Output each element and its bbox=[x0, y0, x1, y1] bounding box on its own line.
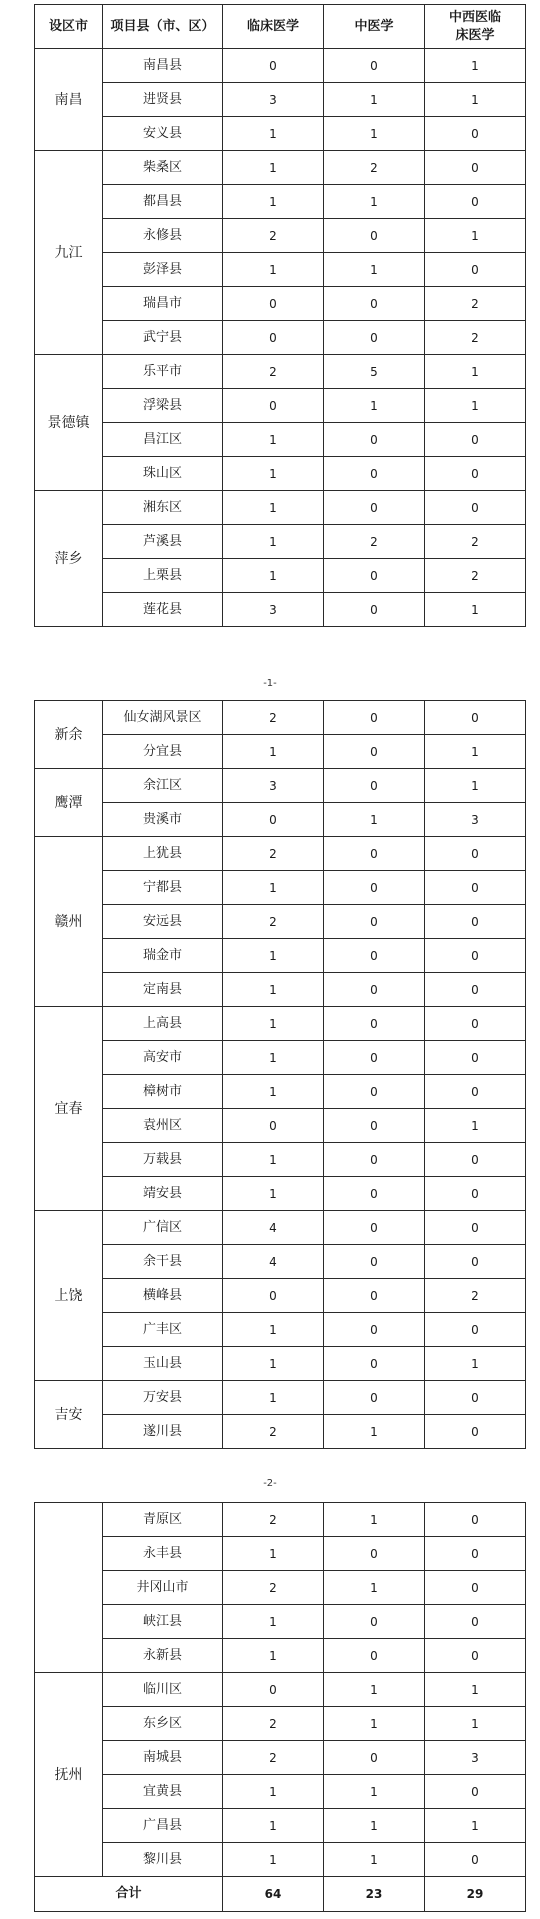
table-row bbox=[35, 1211, 526, 1245]
tcm-cell: 1 bbox=[324, 1415, 425, 1449]
county-cell: 万载县 bbox=[103, 1143, 223, 1177]
page-number-1: -1- bbox=[263, 678, 277, 689]
integrated-cell: 0 bbox=[425, 1143, 526, 1177]
clinical-cell: 1 bbox=[223, 559, 324, 593]
tcm-cell: 0 bbox=[324, 735, 425, 769]
clinical-cell: 1 bbox=[223, 253, 324, 287]
tcm-cell: 0 bbox=[324, 939, 425, 973]
clinical-cell: 1 bbox=[223, 423, 324, 457]
county-cell: 武宁县 bbox=[103, 321, 223, 355]
tcm-cell: 1 bbox=[324, 1707, 425, 1741]
tcm-cell: 1 bbox=[324, 1571, 425, 1605]
table-page-1 bbox=[34, 4, 525, 627]
clinical-cell: 1 bbox=[223, 871, 324, 905]
integrated-cell: 1 bbox=[425, 769, 526, 803]
tcm-cell: 1 bbox=[324, 1775, 425, 1809]
table-row bbox=[35, 185, 526, 219]
tcm-cell: 0 bbox=[324, 1537, 425, 1571]
quota-table-part-1 bbox=[34, 4, 526, 627]
county-cell: 仙女湖风景区 bbox=[103, 701, 223, 735]
tcm-cell: 0 bbox=[324, 1639, 425, 1673]
county-cell: 余干县 bbox=[103, 1245, 223, 1279]
integrated-cell: 0 bbox=[425, 1007, 526, 1041]
clinical-cell: 1 bbox=[223, 491, 324, 525]
integrated-cell: 2 bbox=[425, 525, 526, 559]
header-clinical: 临床医学 bbox=[223, 5, 324, 49]
county-cell: 靖安县 bbox=[103, 1177, 223, 1211]
integrated-cell: 0 bbox=[425, 973, 526, 1007]
table-row bbox=[35, 939, 526, 973]
table-row bbox=[35, 1177, 526, 1211]
header-integrated bbox=[425, 5, 526, 49]
tcm-cell: 0 bbox=[324, 1245, 425, 1279]
city-cell: 鹰潭 bbox=[35, 769, 103, 837]
table-row bbox=[35, 1537, 526, 1571]
clinical-cell: 1 bbox=[223, 1775, 324, 1809]
integrated-cell: 3 bbox=[425, 803, 526, 837]
tcm-cell: 1 bbox=[324, 185, 425, 219]
clinical-cell: 1 bbox=[223, 1007, 324, 1041]
tcm-cell: 0 bbox=[324, 1143, 425, 1177]
county-cell: 广信区 bbox=[103, 1211, 223, 1245]
county-cell: 上犹县 bbox=[103, 837, 223, 871]
tcm-cell: 0 bbox=[324, 1347, 425, 1381]
clinical-cell: 4 bbox=[223, 1211, 324, 1245]
city-cell: 上饶 bbox=[35, 1211, 103, 1381]
table-row bbox=[35, 1245, 526, 1279]
tcm-cell: 0 bbox=[324, 457, 425, 491]
integrated-cell: 1 bbox=[425, 355, 526, 389]
tcm-cell: 0 bbox=[324, 837, 425, 871]
table-row bbox=[35, 1143, 526, 1177]
table-row bbox=[35, 1041, 526, 1075]
tcm-cell: 0 bbox=[324, 1279, 425, 1313]
county-cell: 东乡区 bbox=[103, 1707, 223, 1741]
clinical-cell: 1 bbox=[223, 1313, 324, 1347]
table-row bbox=[35, 1809, 526, 1843]
table-row bbox=[35, 1741, 526, 1775]
clinical-cell: 2 bbox=[223, 1415, 324, 1449]
tcm-cell: 0 bbox=[324, 1605, 425, 1639]
table-row bbox=[35, 837, 526, 871]
county-cell: 柴桑区 bbox=[103, 151, 223, 185]
county-cell: 乐平市 bbox=[103, 355, 223, 389]
header-city: 设区市 bbox=[35, 5, 103, 49]
tcm-cell: 1 bbox=[324, 1809, 425, 1843]
total-clinical: 64 bbox=[223, 1877, 324, 1912]
clinical-cell: 1 bbox=[223, 1075, 324, 1109]
clinical-cell: 1 bbox=[223, 525, 324, 559]
table-row bbox=[35, 1605, 526, 1639]
clinical-cell: 1 bbox=[223, 117, 324, 151]
page-number-2: -2- bbox=[263, 1478, 277, 1489]
integrated-cell: 1 bbox=[425, 83, 526, 117]
clinical-cell: 0 bbox=[223, 1279, 324, 1313]
county-cell: 安义县 bbox=[103, 117, 223, 151]
total-tcm: 23 bbox=[324, 1877, 425, 1912]
table-row bbox=[35, 389, 526, 423]
county-cell: 珠山区 bbox=[103, 457, 223, 491]
integrated-cell: 0 bbox=[425, 151, 526, 185]
city-cell: 吉安 bbox=[35, 1381, 103, 1449]
county-cell: 都昌县 bbox=[103, 185, 223, 219]
county-cell: 彭泽县 bbox=[103, 253, 223, 287]
clinical-cell: 0 bbox=[223, 389, 324, 423]
county-cell: 瑞昌市 bbox=[103, 287, 223, 321]
city-cell: 萍乡 bbox=[35, 491, 103, 627]
county-cell: 贵溪市 bbox=[103, 803, 223, 837]
tcm-cell: 0 bbox=[324, 1007, 425, 1041]
total-row bbox=[35, 1877, 526, 1912]
clinical-cell: 0 bbox=[223, 49, 324, 83]
table-row bbox=[35, 321, 526, 355]
tcm-cell: 0 bbox=[324, 1211, 425, 1245]
tcm-cell: 1 bbox=[324, 1503, 425, 1537]
integrated-cell: 1 bbox=[425, 1707, 526, 1741]
clinical-cell: 1 bbox=[223, 973, 324, 1007]
quota-table-part-2 bbox=[34, 700, 526, 1449]
clinical-cell: 1 bbox=[223, 1381, 324, 1415]
total-label: 合计 bbox=[35, 1877, 223, 1912]
county-cell: 永丰县 bbox=[103, 1537, 223, 1571]
integrated-cell: 0 bbox=[425, 701, 526, 735]
tcm-cell: 1 bbox=[324, 389, 425, 423]
clinical-cell: 3 bbox=[223, 83, 324, 117]
table-row bbox=[35, 1843, 526, 1877]
county-cell: 万安县 bbox=[103, 1381, 223, 1415]
integrated-cell: 1 bbox=[425, 219, 526, 253]
clinical-cell: 1 bbox=[223, 1605, 324, 1639]
tcm-cell: 0 bbox=[324, 219, 425, 253]
table-body bbox=[35, 1503, 526, 1877]
tcm-cell: 1 bbox=[324, 253, 425, 287]
table-row bbox=[35, 871, 526, 905]
county-cell: 进贤县 bbox=[103, 83, 223, 117]
clinical-cell: 1 bbox=[223, 1143, 324, 1177]
table-row bbox=[35, 701, 526, 735]
table-row bbox=[35, 1109, 526, 1143]
clinical-cell: 1 bbox=[223, 1809, 324, 1843]
integrated-cell: 0 bbox=[425, 1503, 526, 1537]
integrated-cell: 0 bbox=[425, 905, 526, 939]
header-integrated-text: 中西医临床医学 bbox=[448, 9, 501, 43]
integrated-cell: 0 bbox=[425, 1843, 526, 1877]
integrated-cell: 0 bbox=[425, 939, 526, 973]
county-cell: 宜黄县 bbox=[103, 1775, 223, 1809]
table-row bbox=[35, 1007, 526, 1041]
table-row bbox=[35, 83, 526, 117]
clinical-cell: 1 bbox=[223, 1347, 324, 1381]
county-cell: 永新县 bbox=[103, 1639, 223, 1673]
table-row bbox=[35, 559, 526, 593]
integrated-cell: 3 bbox=[425, 1741, 526, 1775]
clinical-cell: 4 bbox=[223, 1245, 324, 1279]
county-cell: 遂川县 bbox=[103, 1415, 223, 1449]
integrated-cell: 2 bbox=[425, 287, 526, 321]
header-county: 项目县（市、区） bbox=[103, 5, 223, 49]
tcm-cell: 0 bbox=[324, 1075, 425, 1109]
county-cell: 高安市 bbox=[103, 1041, 223, 1075]
integrated-cell: 0 bbox=[425, 185, 526, 219]
integrated-cell: 0 bbox=[425, 1639, 526, 1673]
clinical-cell: 1 bbox=[223, 939, 324, 973]
city-cell: 抚州 bbox=[35, 1673, 103, 1877]
table-row bbox=[35, 973, 526, 1007]
county-cell: 宁都县 bbox=[103, 871, 223, 905]
county-cell: 安远县 bbox=[103, 905, 223, 939]
table-row bbox=[35, 735, 526, 769]
table-row bbox=[35, 49, 526, 83]
tcm-cell: 0 bbox=[324, 1109, 425, 1143]
integrated-cell: 0 bbox=[425, 457, 526, 491]
table-row bbox=[35, 905, 526, 939]
tcm-cell: 0 bbox=[324, 871, 425, 905]
tcm-cell: 0 bbox=[324, 1381, 425, 1415]
city-cell bbox=[35, 1503, 103, 1673]
integrated-cell: 1 bbox=[425, 1109, 526, 1143]
county-cell: 浮梁县 bbox=[103, 389, 223, 423]
county-cell: 玉山县 bbox=[103, 1347, 223, 1381]
tcm-cell: 2 bbox=[324, 525, 425, 559]
tcm-cell: 0 bbox=[324, 49, 425, 83]
table-row bbox=[35, 1415, 526, 1449]
integrated-cell: 0 bbox=[425, 117, 526, 151]
table-page-2 bbox=[34, 700, 525, 1449]
table-row bbox=[35, 219, 526, 253]
city-cell: 赣州 bbox=[35, 837, 103, 1007]
tcm-cell: 0 bbox=[324, 1741, 425, 1775]
integrated-cell: 0 bbox=[425, 1177, 526, 1211]
table-body bbox=[35, 49, 526, 627]
tcm-cell: 1 bbox=[324, 1673, 425, 1707]
table-row bbox=[35, 1707, 526, 1741]
table-row bbox=[35, 1503, 526, 1537]
city-cell: 新余 bbox=[35, 701, 103, 769]
clinical-cell: 1 bbox=[223, 1843, 324, 1877]
county-cell: 樟树市 bbox=[103, 1075, 223, 1109]
county-cell: 广丰区 bbox=[103, 1313, 223, 1347]
county-cell: 南城县 bbox=[103, 1741, 223, 1775]
tcm-cell: 0 bbox=[324, 769, 425, 803]
integrated-cell: 0 bbox=[425, 1381, 526, 1415]
clinical-cell: 3 bbox=[223, 593, 324, 627]
integrated-cell: 0 bbox=[425, 253, 526, 287]
integrated-cell: 0 bbox=[425, 1605, 526, 1639]
clinical-cell: 2 bbox=[223, 905, 324, 939]
clinical-cell: 0 bbox=[223, 803, 324, 837]
table-row bbox=[35, 1381, 526, 1415]
integrated-cell: 1 bbox=[425, 1673, 526, 1707]
table-row bbox=[35, 1571, 526, 1605]
tcm-cell: 1 bbox=[324, 1843, 425, 1877]
county-cell: 横峰县 bbox=[103, 1279, 223, 1313]
clinical-cell: 1 bbox=[223, 457, 324, 491]
clinical-cell: 2 bbox=[223, 1707, 324, 1741]
clinical-cell: 3 bbox=[223, 769, 324, 803]
table-row bbox=[35, 423, 526, 457]
integrated-cell: 1 bbox=[425, 1809, 526, 1843]
city-cell: 景德镇 bbox=[35, 355, 103, 491]
county-cell: 莲花县 bbox=[103, 593, 223, 627]
clinical-cell: 2 bbox=[223, 1503, 324, 1537]
tcm-cell: 0 bbox=[324, 423, 425, 457]
county-cell: 湘东区 bbox=[103, 491, 223, 525]
county-cell: 芦溪县 bbox=[103, 525, 223, 559]
clinical-cell: 2 bbox=[223, 219, 324, 253]
table-row bbox=[35, 1347, 526, 1381]
integrated-cell: 0 bbox=[425, 1415, 526, 1449]
city-cell: 南昌 bbox=[35, 49, 103, 151]
clinical-cell: 1 bbox=[223, 1041, 324, 1075]
total-integrated: 29 bbox=[425, 1877, 526, 1912]
tcm-cell: 0 bbox=[324, 1041, 425, 1075]
county-cell: 分宜县 bbox=[103, 735, 223, 769]
table-row bbox=[35, 1313, 526, 1347]
integrated-cell: 1 bbox=[425, 1347, 526, 1381]
county-cell: 袁州区 bbox=[103, 1109, 223, 1143]
table-row bbox=[35, 593, 526, 627]
clinical-cell: 2 bbox=[223, 701, 324, 735]
integrated-cell: 1 bbox=[425, 389, 526, 423]
tcm-cell: 1 bbox=[324, 83, 425, 117]
integrated-cell: 0 bbox=[425, 1571, 526, 1605]
integrated-cell: 2 bbox=[425, 321, 526, 355]
header-tcm: 中医学 bbox=[324, 5, 425, 49]
county-cell: 南昌县 bbox=[103, 49, 223, 83]
table-row bbox=[35, 769, 526, 803]
county-cell: 青原区 bbox=[103, 1503, 223, 1537]
table-row bbox=[35, 287, 526, 321]
integrated-cell: 1 bbox=[425, 49, 526, 83]
county-cell: 峡江县 bbox=[103, 1605, 223, 1639]
tcm-cell: 0 bbox=[324, 1177, 425, 1211]
table-body bbox=[35, 701, 526, 1449]
table-row bbox=[35, 355, 526, 389]
county-cell: 上高县 bbox=[103, 1007, 223, 1041]
county-cell: 黎川县 bbox=[103, 1843, 223, 1877]
county-cell: 临川区 bbox=[103, 1673, 223, 1707]
tcm-cell: 0 bbox=[324, 287, 425, 321]
table-row bbox=[35, 1639, 526, 1673]
integrated-cell: 0 bbox=[425, 837, 526, 871]
header-row bbox=[35, 5, 526, 49]
county-cell: 广昌县 bbox=[103, 1809, 223, 1843]
clinical-cell: 0 bbox=[223, 1673, 324, 1707]
table-row bbox=[35, 803, 526, 837]
tcm-cell: 0 bbox=[324, 593, 425, 627]
clinical-cell: 1 bbox=[223, 1177, 324, 1211]
tcm-cell: 1 bbox=[324, 803, 425, 837]
clinical-cell: 2 bbox=[223, 1741, 324, 1775]
county-cell: 定南县 bbox=[103, 973, 223, 1007]
integrated-cell: 2 bbox=[425, 1279, 526, 1313]
county-cell: 永修县 bbox=[103, 219, 223, 253]
integrated-cell: 0 bbox=[425, 1211, 526, 1245]
table-row bbox=[35, 151, 526, 185]
county-cell: 余江区 bbox=[103, 769, 223, 803]
integrated-cell: 0 bbox=[425, 491, 526, 525]
clinical-cell: 1 bbox=[223, 735, 324, 769]
tcm-cell: 0 bbox=[324, 1313, 425, 1347]
integrated-cell: 0 bbox=[425, 1537, 526, 1571]
clinical-cell: 2 bbox=[223, 837, 324, 871]
city-cell: 九江 bbox=[35, 151, 103, 355]
integrated-cell: 0 bbox=[425, 423, 526, 457]
table-row bbox=[35, 457, 526, 491]
clinical-cell: 0 bbox=[223, 1109, 324, 1143]
integrated-cell: 2 bbox=[425, 559, 526, 593]
integrated-cell: 0 bbox=[425, 871, 526, 905]
integrated-cell: 0 bbox=[425, 1775, 526, 1809]
clinical-cell: 2 bbox=[223, 1571, 324, 1605]
table-row bbox=[35, 1279, 526, 1313]
table-row bbox=[35, 1075, 526, 1109]
table-row bbox=[35, 117, 526, 151]
county-cell: 井冈山市 bbox=[103, 1571, 223, 1605]
tcm-cell: 2 bbox=[324, 151, 425, 185]
tcm-cell: 0 bbox=[324, 905, 425, 939]
integrated-cell: 0 bbox=[425, 1313, 526, 1347]
integrated-cell: 1 bbox=[425, 593, 526, 627]
county-cell: 昌江区 bbox=[103, 423, 223, 457]
county-cell: 上栗县 bbox=[103, 559, 223, 593]
clinical-cell: 1 bbox=[223, 1537, 324, 1571]
table-row bbox=[35, 1775, 526, 1809]
clinical-cell: 1 bbox=[223, 151, 324, 185]
clinical-cell: 2 bbox=[223, 355, 324, 389]
table-row bbox=[35, 253, 526, 287]
table-row bbox=[35, 491, 526, 525]
clinical-cell: 1 bbox=[223, 185, 324, 219]
clinical-cell: 1 bbox=[223, 1639, 324, 1673]
county-cell: 瑞金市 bbox=[103, 939, 223, 973]
clinical-cell: 0 bbox=[223, 321, 324, 355]
tcm-cell: 0 bbox=[324, 491, 425, 525]
city-cell: 宜春 bbox=[35, 1007, 103, 1211]
integrated-cell: 0 bbox=[425, 1041, 526, 1075]
tcm-cell: 0 bbox=[324, 701, 425, 735]
tcm-cell: 0 bbox=[324, 559, 425, 593]
tcm-cell: 1 bbox=[324, 117, 425, 151]
integrated-cell: 0 bbox=[425, 1075, 526, 1109]
integrated-cell: 1 bbox=[425, 735, 526, 769]
table-row bbox=[35, 1673, 526, 1707]
tcm-cell: 5 bbox=[324, 355, 425, 389]
integrated-cell: 0 bbox=[425, 1245, 526, 1279]
quota-table-part-3 bbox=[34, 1502, 526, 1912]
table-row bbox=[35, 525, 526, 559]
tcm-cell: 0 bbox=[324, 321, 425, 355]
tcm-cell: 0 bbox=[324, 973, 425, 1007]
table-page-3 bbox=[34, 1502, 525, 1912]
clinical-cell: 0 bbox=[223, 287, 324, 321]
